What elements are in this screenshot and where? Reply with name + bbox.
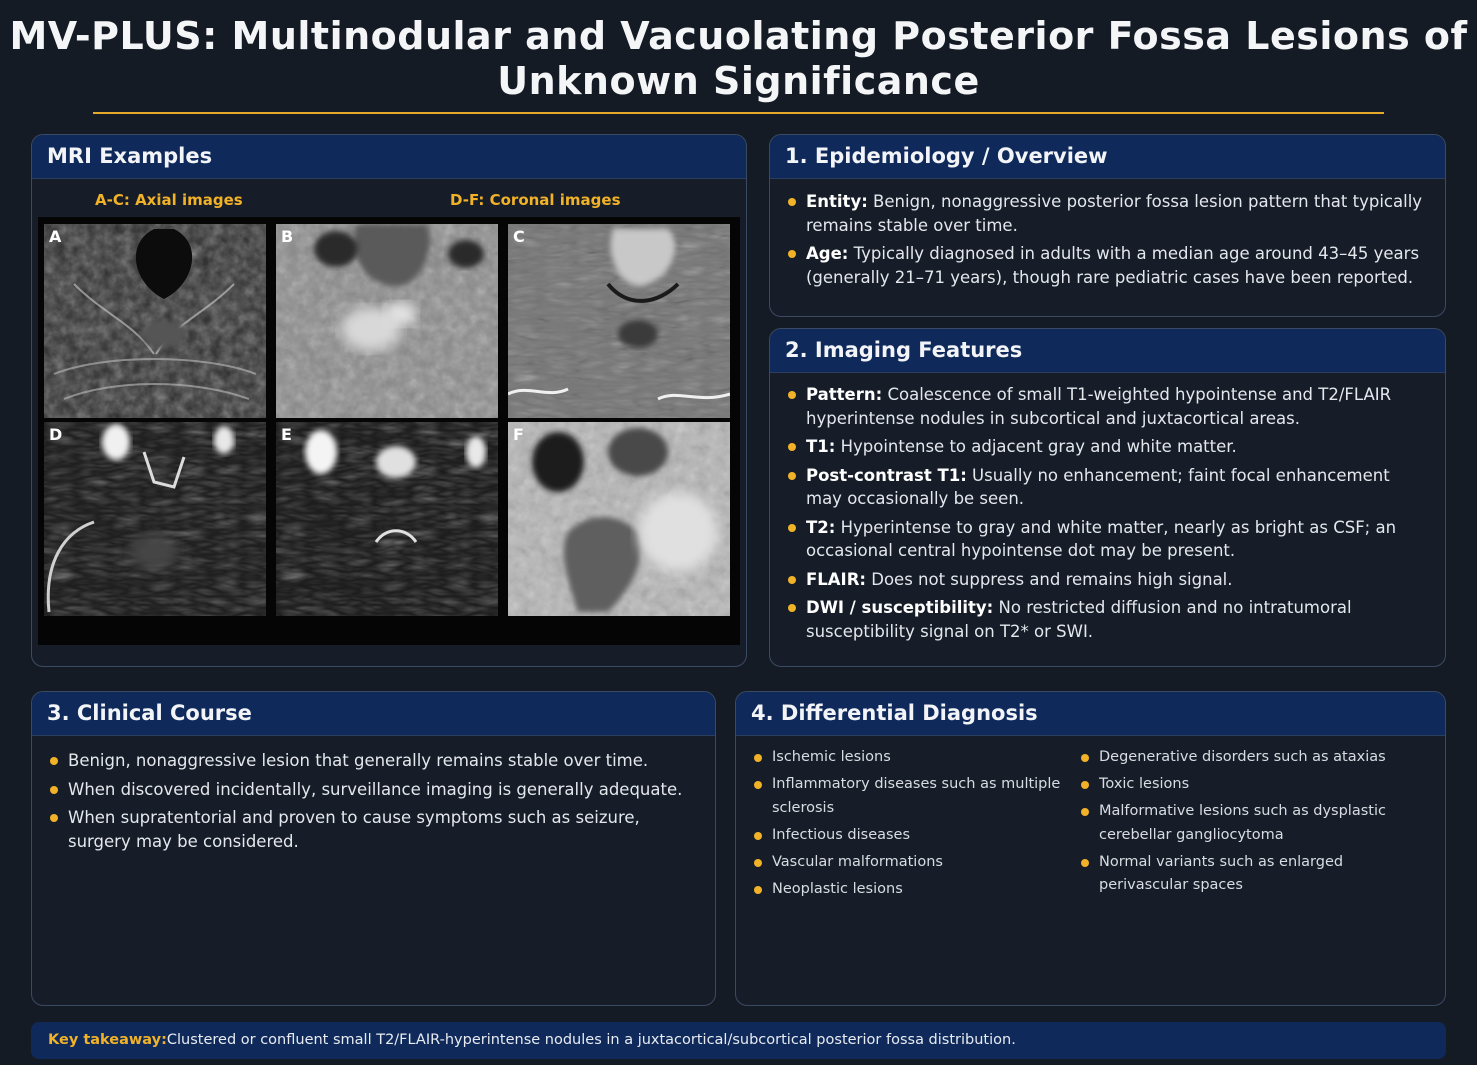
list-item: T1: Hypointense to adjacent gray and white matter. bbox=[786, 435, 1429, 459]
list-item: Post-contrast T1: Usually no enhancement; faint focal enhancement may occasionally be seen. bbox=[786, 464, 1429, 511]
differential-diagnosis-panel bbox=[735, 691, 1446, 1006]
list-item: Infectious diseases bbox=[752, 824, 1072, 848]
key-takeaway-bar bbox=[31, 1022, 1446, 1059]
list-item: Pattern: Coalescence of small T1-weighted hypointense and T2/FLAIR hyperintense nodules in subcortical and juxtacortical areas. bbox=[786, 383, 1429, 430]
mri-image-d[interactable] bbox=[44, 422, 266, 616]
mri-examples-heading: MRI Examples bbox=[32, 135, 746, 179]
list-item: Benign, nonaggressive lesion that generally remains stable over time. bbox=[48, 749, 699, 773]
epidemiology-list bbox=[770, 179, 1445, 289]
panel-letter-e: E bbox=[281, 425, 292, 444]
list-item: Vascular malformations bbox=[752, 851, 1072, 875]
differential-list-left bbox=[752, 746, 1072, 905]
clinical-course-panel bbox=[31, 691, 716, 1006]
mri-image-b[interactable] bbox=[276, 224, 498, 418]
panel-letter-b: B bbox=[281, 227, 294, 246]
list-item: Degenerative disorders such as ataxias bbox=[1079, 746, 1419, 770]
clinical-course-list bbox=[32, 736, 715, 853]
list-item: FLAIR: Does not suppress and remains high signal. bbox=[786, 568, 1429, 592]
panel-letter-f: F bbox=[513, 425, 524, 444]
differential-diagnosis-heading: 4. Differential Diagnosis bbox=[736, 692, 1445, 736]
imaging-features-heading: 2. Imaging Features bbox=[770, 329, 1445, 373]
mri-image-c[interactable] bbox=[508, 224, 730, 418]
mri-image-grid bbox=[38, 217, 740, 645]
epidemiology-heading: 1. Epidemiology / Overview bbox=[770, 135, 1445, 179]
list-item: When supratentorial and proven to cause symptoms such as seizure, surgery may be considered. bbox=[48, 806, 699, 853]
list-item: When discovered incidentally, surveillance imaging is generally adequate. bbox=[48, 778, 699, 802]
list-item: Age: Typically diagnosed in adults with a median age around 43–45 years (generally 21–71 years), though rare pediatric cases have been reported. bbox=[786, 242, 1429, 289]
mri-image-f[interactable] bbox=[508, 422, 730, 616]
axial-caption: A-C: Axial images bbox=[95, 191, 243, 209]
coronal-caption: D-F: Coronal images bbox=[450, 191, 621, 209]
list-item: Toxic lesions bbox=[1079, 773, 1419, 797]
panel-letter-a: A bbox=[49, 227, 62, 246]
list-item: Malformative lesions such as dysplastic cerebellar gangliocytoma bbox=[1079, 800, 1419, 847]
key-takeaway-text: Clustered or confluent small T2/FLAIR-hyperintense nodules in a juxtacortical/subcortical posterior fossa distribution. bbox=[166, 1032, 1016, 1048]
title-divider bbox=[93, 112, 1384, 114]
panel-letter-c: C bbox=[513, 227, 525, 246]
list-item: Neoplastic lesions bbox=[752, 878, 1072, 902]
differential-list-right bbox=[1079, 746, 1419, 901]
epidemiology-panel bbox=[769, 134, 1446, 317]
mri-image-a[interactable] bbox=[44, 224, 266, 418]
panel-letter-d: D bbox=[49, 425, 63, 444]
list-item: Entity: Benign, nonaggressive posterior fossa lesion pattern that typically remains stable over time. bbox=[786, 190, 1429, 237]
page-title: MV-PLUS: Multinodular and Vacuolating Posterior Fossa Lesions of Unknown Significance bbox=[9, 14, 1468, 103]
list-item: Ischemic lesions bbox=[752, 746, 1072, 770]
imaging-features-list bbox=[770, 373, 1445, 643]
list-item: T2: Hyperintense to gray and white matter, nearly as bright as CSF; an occasional central hypointense dot may be present. bbox=[786, 516, 1429, 563]
list-item: Inflammatory diseases such as multiple sclerosis bbox=[752, 773, 1072, 820]
clinical-course-heading: 3. Clinical Course bbox=[32, 692, 715, 736]
mri-image-e[interactable] bbox=[276, 422, 498, 616]
mri-examples-panel bbox=[31, 134, 747, 667]
key-takeaway-label: Key takeaway: bbox=[48, 1032, 167, 1048]
imaging-features-panel bbox=[769, 328, 1446, 667]
list-item: Normal variants such as enlarged perivascular spaces bbox=[1079, 851, 1419, 898]
list-item: DWI / susceptibility: No restricted diffusion and no intratumoral susceptibility signal on T2* or SWI. bbox=[786, 596, 1429, 643]
